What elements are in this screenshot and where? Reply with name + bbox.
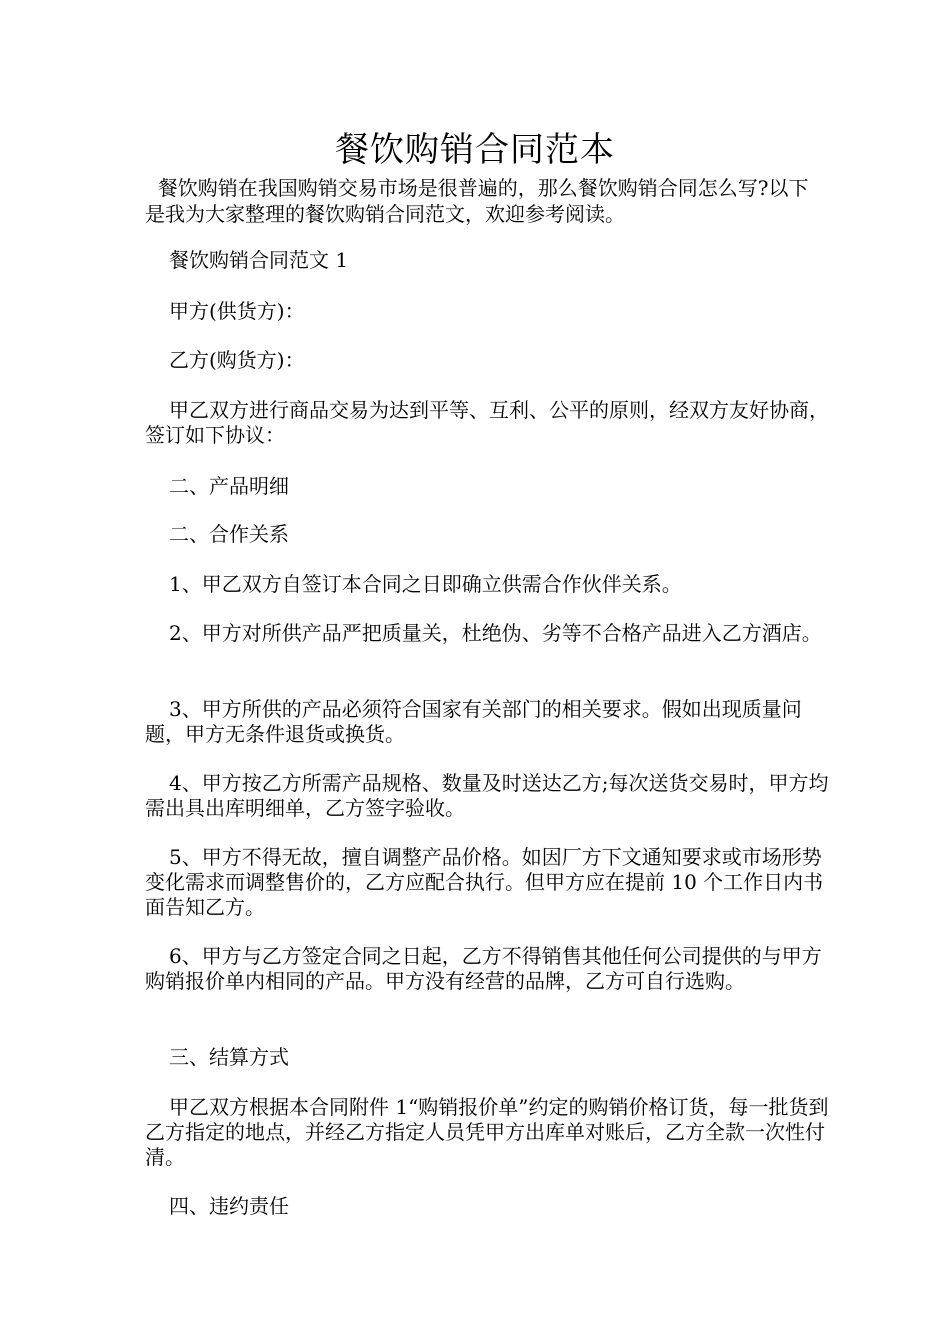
party-a-line: 甲方(供货方)： — [169, 299, 305, 323]
document-title: 餐饮购销合同范本 — [335, 130, 615, 170]
clause-3: 3、甲方所供的产品必须符合国家有关部门的相关要求。假如出现质量问题，甲方无条件退货或换货。 — [145, 697, 802, 746]
settlement-paragraph: 甲乙双方根据本合同附件 1“购销报价单”约定的购销价格订货，每一批货到乙方指定的地点，并经乙方指定人员凭甲方出库单对账后，乙方全款一次性付清。 — [145, 1095, 829, 1169]
agreement-paragraph: 甲乙双方进行商品交易为达到平等、互利、公平的原则，经双方友好协商，签订如下协议： — [145, 398, 829, 447]
clause-2: 2、甲方对所供产品严把质量关，杜绝伪、劣等不合格产品进入乙方酒店。 — [169, 621, 822, 645]
party-b-line: 乙方(购货方)： — [169, 348, 305, 372]
clause-5: 5、甲方不得无故，擅自调整产品价格。如因厂方下文通知要求或市场形势变化需求而调整售价的，乙方应配合执行。但甲方应在提前 10 个工作日内书面告知乙方。 — [145, 845, 824, 919]
section-heading-product-details: 二、产品明细 — [169, 474, 289, 498]
clause-4: 4、甲方按乙方所需产品规格、数量及时送达乙方;每次送货交易时，甲方均需出具出库明细单，乙方签字验收。 — [145, 771, 829, 820]
section-heading-settlement: 三、结算方式 — [169, 1045, 289, 1069]
section-heading-cooperation: 二、合作关系 — [169, 522, 289, 546]
intro-paragraph: 餐饮购销在我国购销交易市场是很普遍的，那么餐饮购销合同怎么写?以下是我为大家整理的餐饮购销合同范文，欢迎参考阅读。 — [145, 176, 809, 226]
clause-1: 1、甲乙双方自签订本合同之日即确立供需合作伙伴关系。 — [169, 572, 682, 596]
section-heading-sample-1: 餐饮购销合同范文 1 — [169, 248, 349, 272]
clause-6: 6、甲方与乙方签定合同之日起，乙方不得销售其他任何公司提供的与甲方购销报价单内相同的产品。甲方没有经营的品牌，乙方可自行选购。 — [145, 944, 822, 993]
section-heading-liability: 四、违约责任 — [169, 1194, 289, 1218]
